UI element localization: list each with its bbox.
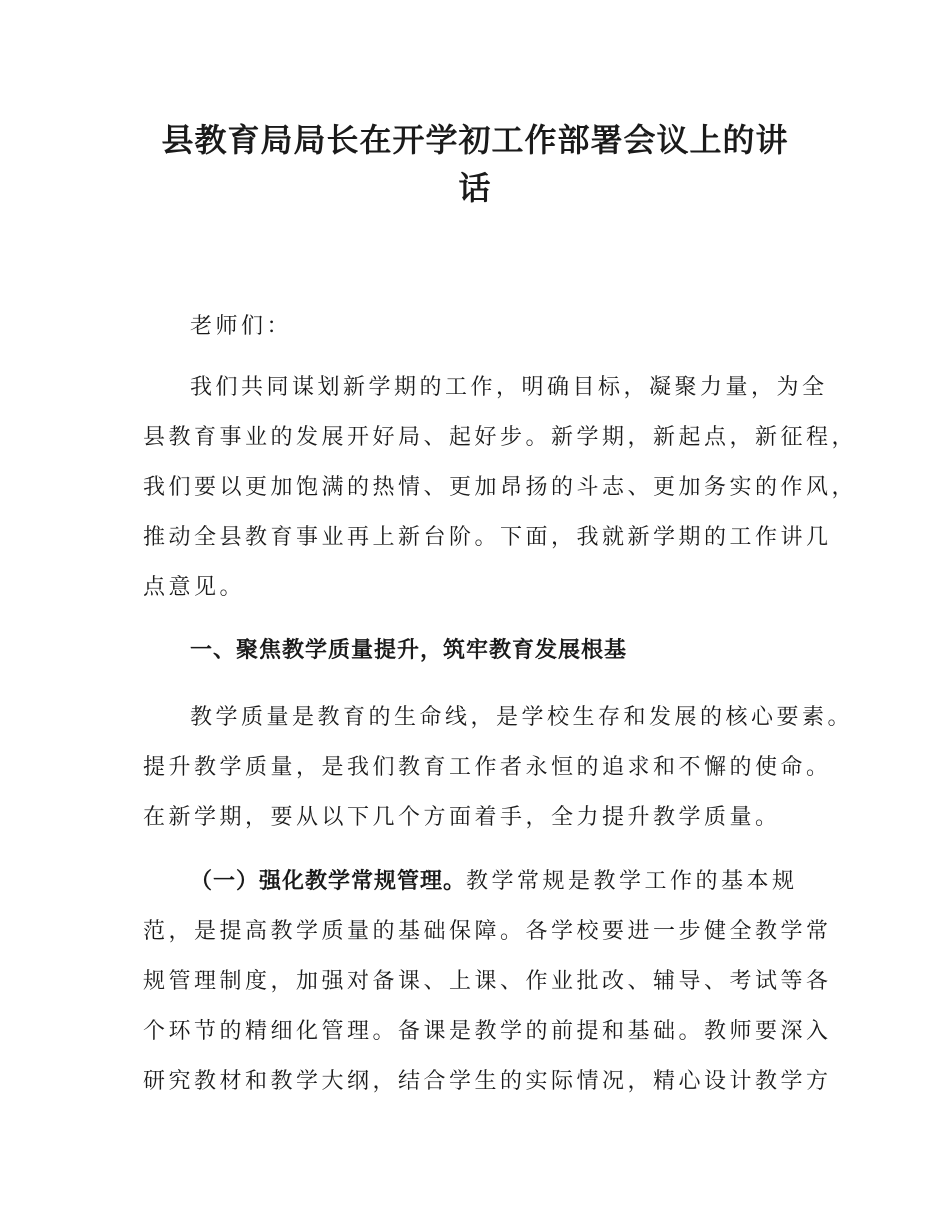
subsection-first-line	[190, 866, 798, 898]
subsection-heading: （一）强化教学常规管理。	[190, 869, 467, 894]
subsection-text: 教学常规是教学工作的基本规	[466, 869, 798, 894]
section-paragraph-line: 教学质量是教育的生命线，是学校生存和发展的核心要素。	[190, 705, 854, 730]
section-paragraph-line: 提升教学质量，是我们教育工作者永恒的追求和不懈的使命。	[143, 755, 832, 780]
intro-line: 我们要以更加饱满的热情、更加昂扬的斗志、更加务实的作风，	[143, 475, 858, 500]
document-title: 县教育局局长在开学初工作部署会议上的讲	[161, 121, 789, 159]
intro-line: 推动全县教育事业再上新台阶。下面，我就新学期的工作讲几	[143, 525, 832, 550]
salutation: 老师们：	[190, 314, 293, 339]
intro-line: 我们共同谋划新学期的工作，明确目标，凝聚力量，为全	[190, 375, 828, 400]
subsection-paragraph-line: 范，是提高教学质量的基础保障。各学校要进一步健全教学常	[143, 919, 832, 944]
intro-line: 点意见。	[143, 575, 246, 600]
document-title-continued: 话	[458, 169, 492, 207]
intro-line: 县教育事业的发展开好局、起好步。新学期，新起点，新征程，	[143, 425, 858, 450]
section-heading: 一、聚焦教学质量提升，筑牢教育发展根基	[190, 638, 628, 663]
section-paragraph-line: 在新学期，要从以下几个方面着手，全力提升教学质量。	[143, 805, 781, 830]
subsection-paragraph-line: 规管理制度，加强对备课、上课、作业批改、辅导、考试等各	[143, 969, 832, 994]
subsection-paragraph-line: 研究教材和教学大纲，结合学生的实际情况，精心设计教学方	[143, 1069, 832, 1094]
subsection-paragraph-line: 个环节的精细化管理。备课是教学的前提和基础。教师要深入	[143, 1019, 832, 1044]
